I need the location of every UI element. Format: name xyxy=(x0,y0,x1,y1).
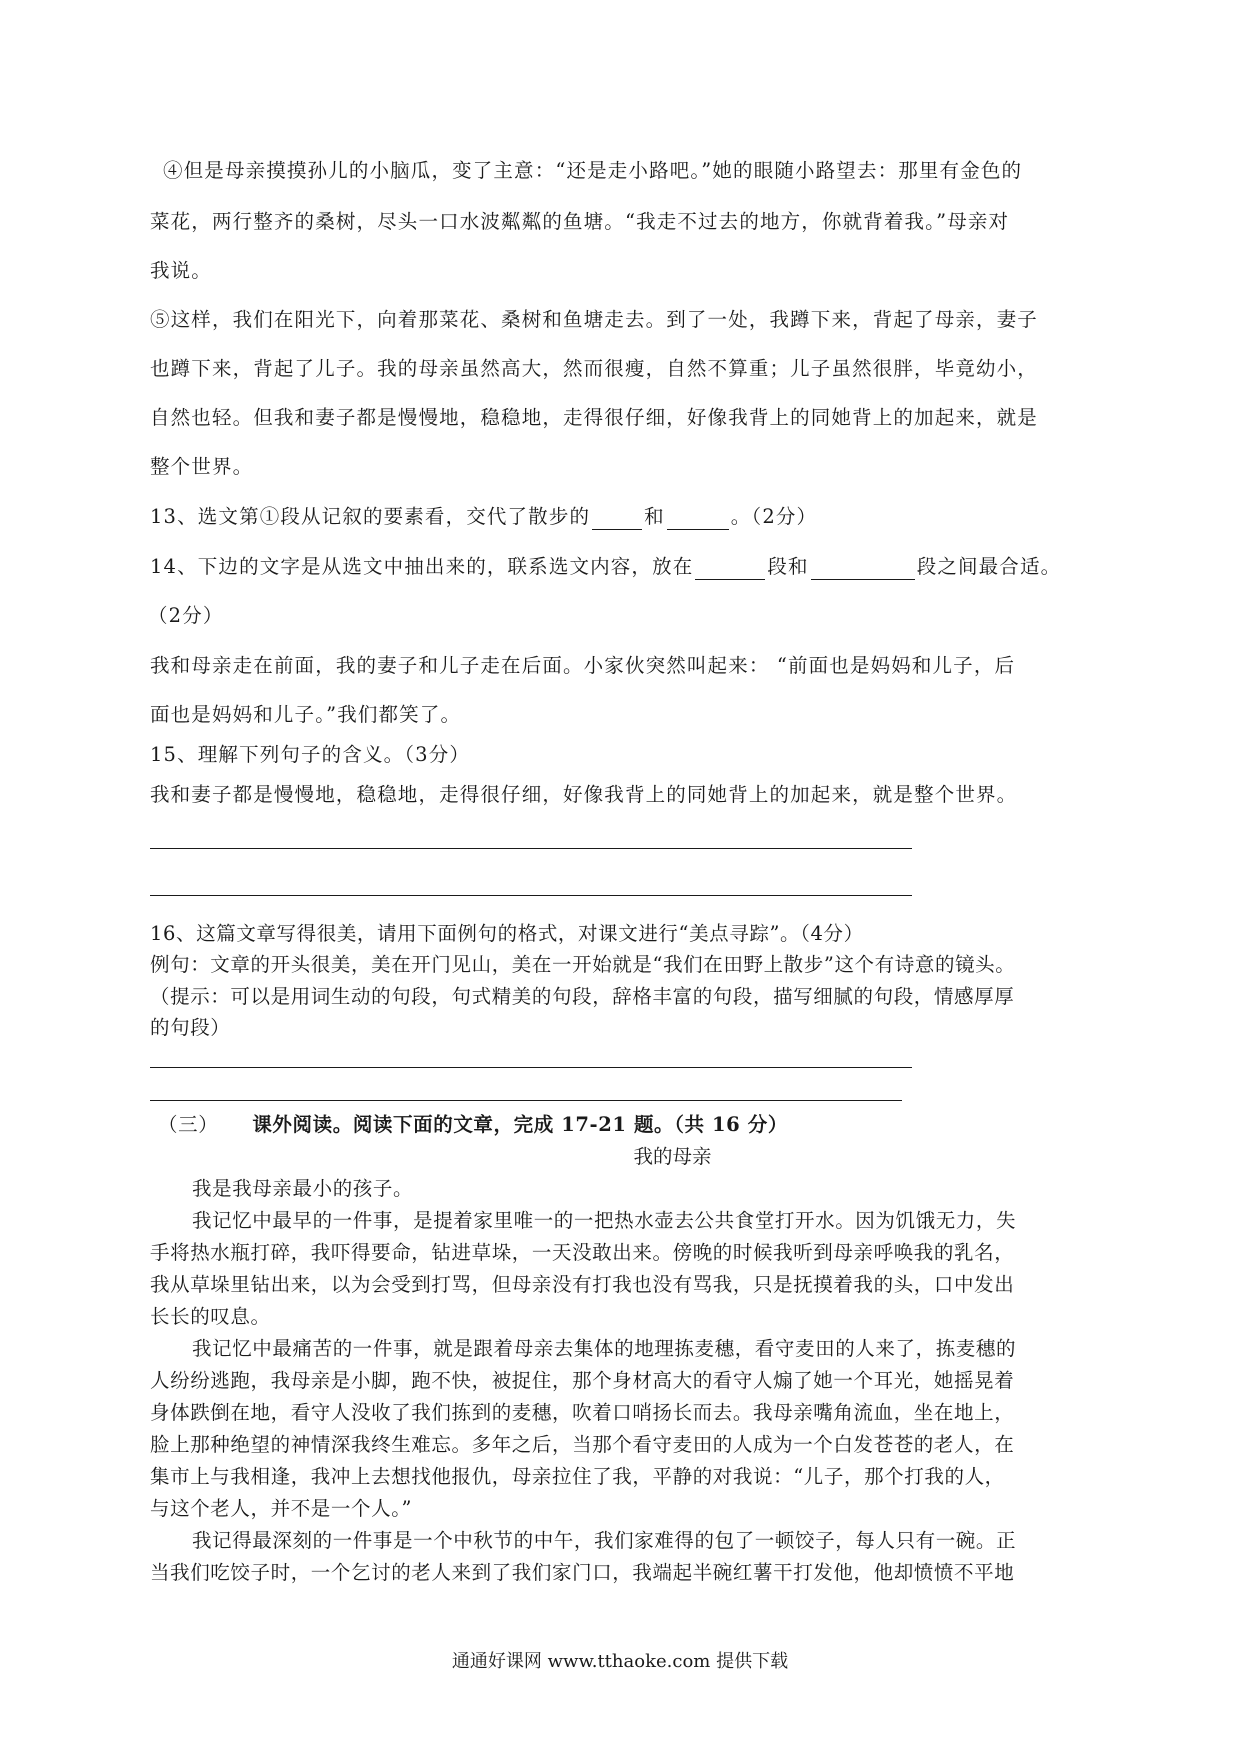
question-16-title: 16、这篇文章写得很美，请用下面例句的格式，对课文进行“美点寻踪”。（4分） xyxy=(150,922,864,945)
section-3-label: （三） xyxy=(158,1113,219,1136)
question-14-connector: 段和 xyxy=(767,555,809,578)
article-line-4: 我从草垛里钻出来，以为会受到打骂，但母亲没有打我也没有骂我，只是抚摸着我的头，口中发出 xyxy=(150,1273,1015,1296)
question-15-sentence: 我和妻子都是慢慢地，稳稳地，走得很仔细，好像我背上的同她背上的加起来，就是整个世界。 xyxy=(150,783,1018,806)
article-line-1: 我是我母亲最小的孩子。 xyxy=(192,1177,414,1200)
article-line-5: 长长的叹息。 xyxy=(150,1305,271,1328)
answer-line-16-2[interactable] xyxy=(150,1100,902,1101)
question-13-text: 13、选文第①段从记叙的要素看，交代了散步的 xyxy=(150,505,591,528)
article-line-8: 身体跌倒在地，看守人没收了我们拣到的麦穗，吹着口哨扬长而去。我母亲嘴角流血，坐在地上， xyxy=(150,1401,1015,1424)
question-15-title: 15、理解下列句子的含义。（3分） xyxy=(150,743,471,766)
question-13-blank-2[interactable] xyxy=(667,509,729,530)
article-line-6: 我记忆中最痛苦的一件事，就是跟着母亲去集体的地理拣麦穗，看守麦田的人来了，拣麦穗的 xyxy=(192,1337,1017,1360)
question-14-score: （2分） xyxy=(148,604,224,627)
passage-p5-line-1: ⑤这样，我们在阳光下，向着那菜花、桑树和鱼塘走去。到了一处，我蹲下来，背起了母亲，妻子 xyxy=(150,308,1038,331)
question-14-tail: 段之间最合适。 xyxy=(916,555,1062,578)
section-3-heading xyxy=(158,1112,1090,1138)
article-line-13: 当我们吃饺子时，一个乞讨的老人来到了我们家门口，我端起半碗红薯干打发他，他却愤愤不平地 xyxy=(150,1561,1015,1584)
passage-p4-line-2: 菜花，两行整齐的桑树，尽头一口水波粼粼的鱼塘。“我走不过去的地方，你就背着我。”母亲对 xyxy=(150,210,1010,233)
article-line-10: 集市上与我相逢，我冲上去想找他报仇，母亲拉住了我，平静的对我说：“儿子，那个打我的人， xyxy=(150,1465,1005,1488)
answer-line-16-1[interactable] xyxy=(150,1067,912,1068)
answer-line-15-1[interactable] xyxy=(150,848,912,849)
question-14-blank-2[interactable] xyxy=(811,559,915,580)
question-13-connector: 和 xyxy=(644,505,665,528)
page-footer: 通通好课网 www.tthaoke.com 提供下载 xyxy=(451,1651,789,1672)
passage-p5-line-2: 也蹲下来，背起了儿子。我的母亲虽然高大，然而很瘦，自然不算重；儿子虽然很胖，毕竟幼小， xyxy=(150,357,1038,380)
article-line-3: 手将热水瓶打碎，我吓得要命，钻进草垛，一天没敢出来。傍晚的时候我听到母亲呼唤我的乳名， xyxy=(150,1241,1015,1264)
question-13 xyxy=(150,504,1090,530)
article-title: 我的母亲 xyxy=(633,1145,712,1168)
question-13-score: 。（2分） xyxy=(730,505,818,528)
article-line-9: 脸上那种绝望的神情深我终生难忘。多年之后，当那个看守麦田的人成为一个白发苍苍的老人，在 xyxy=(150,1433,1015,1456)
article-line-2: 我记忆中最早的一件事，是提着家里唯一的一把热水壶去公共食堂打开水。因为饥饿无力，失 xyxy=(192,1209,1017,1232)
question-16-example: 例句：文章的开头很美，美在开门见山，美在一开始就是“我们在田野上散步”这个有诗意的镜头。 xyxy=(150,953,1016,976)
article-line-7: 人纷纷逃跑，我母亲是小脚，跑不快，被捉住，那个身材高大的看守人煽了她一个耳光，她摇晃着 xyxy=(150,1369,1015,1392)
passage-p5-line-4: 整个世界。 xyxy=(150,455,254,478)
question-14-text: 14、下边的文字是从选文中抽出来的，联系选文内容，放在 xyxy=(150,555,694,578)
article-line-11: 与这个老人，并不是一个人。” xyxy=(150,1497,413,1520)
question-14-quote-line-1: 我和母亲走在前面，我的妻子和儿子走在后面。小家伙突然叫起来： “前面也是妈妈和儿子，后 xyxy=(150,654,1016,677)
answer-line-15-2[interactable] xyxy=(150,895,912,896)
section-3-instruction: 课外阅读。阅读下面的文章，完成 17-21 题。（共 16 分） xyxy=(252,1113,788,1136)
question-14-blank-1[interactable] xyxy=(695,559,765,580)
question-14-quote-line-2: 面也是妈妈和儿子。”我们都笑了。 xyxy=(150,703,462,726)
passage-p4-line-3: 我说。 xyxy=(150,259,212,282)
passage-p4-line-1: ④但是母亲摸摸孙儿的小脑瓜，变了主意：“还是走小路吧。”她的眼随小路望去：那里有金色的 xyxy=(163,159,1023,182)
question-16-hint-line-2: 的句段） xyxy=(150,1016,231,1039)
question-16-hint-line-1: （提示：可以是用词生动的句段，句式精美的句段，辞格丰富的句段，描写细腻的句段，情感厚厚 xyxy=(150,985,1015,1008)
question-14 xyxy=(150,554,1090,580)
passage-p5-line-3: 自然也轻。但我和妻子都是慢慢地，稳稳地，走得很仔细，好像我背上的同她背上的加起来，就是 xyxy=(150,406,1038,429)
article-line-12: 我记得最深刻的一件事是一个中秋节的中午，我们家难得的包了一顿饺子，每人只有一碗。正 xyxy=(192,1529,1017,1552)
question-13-blank-1[interactable] xyxy=(592,509,642,530)
